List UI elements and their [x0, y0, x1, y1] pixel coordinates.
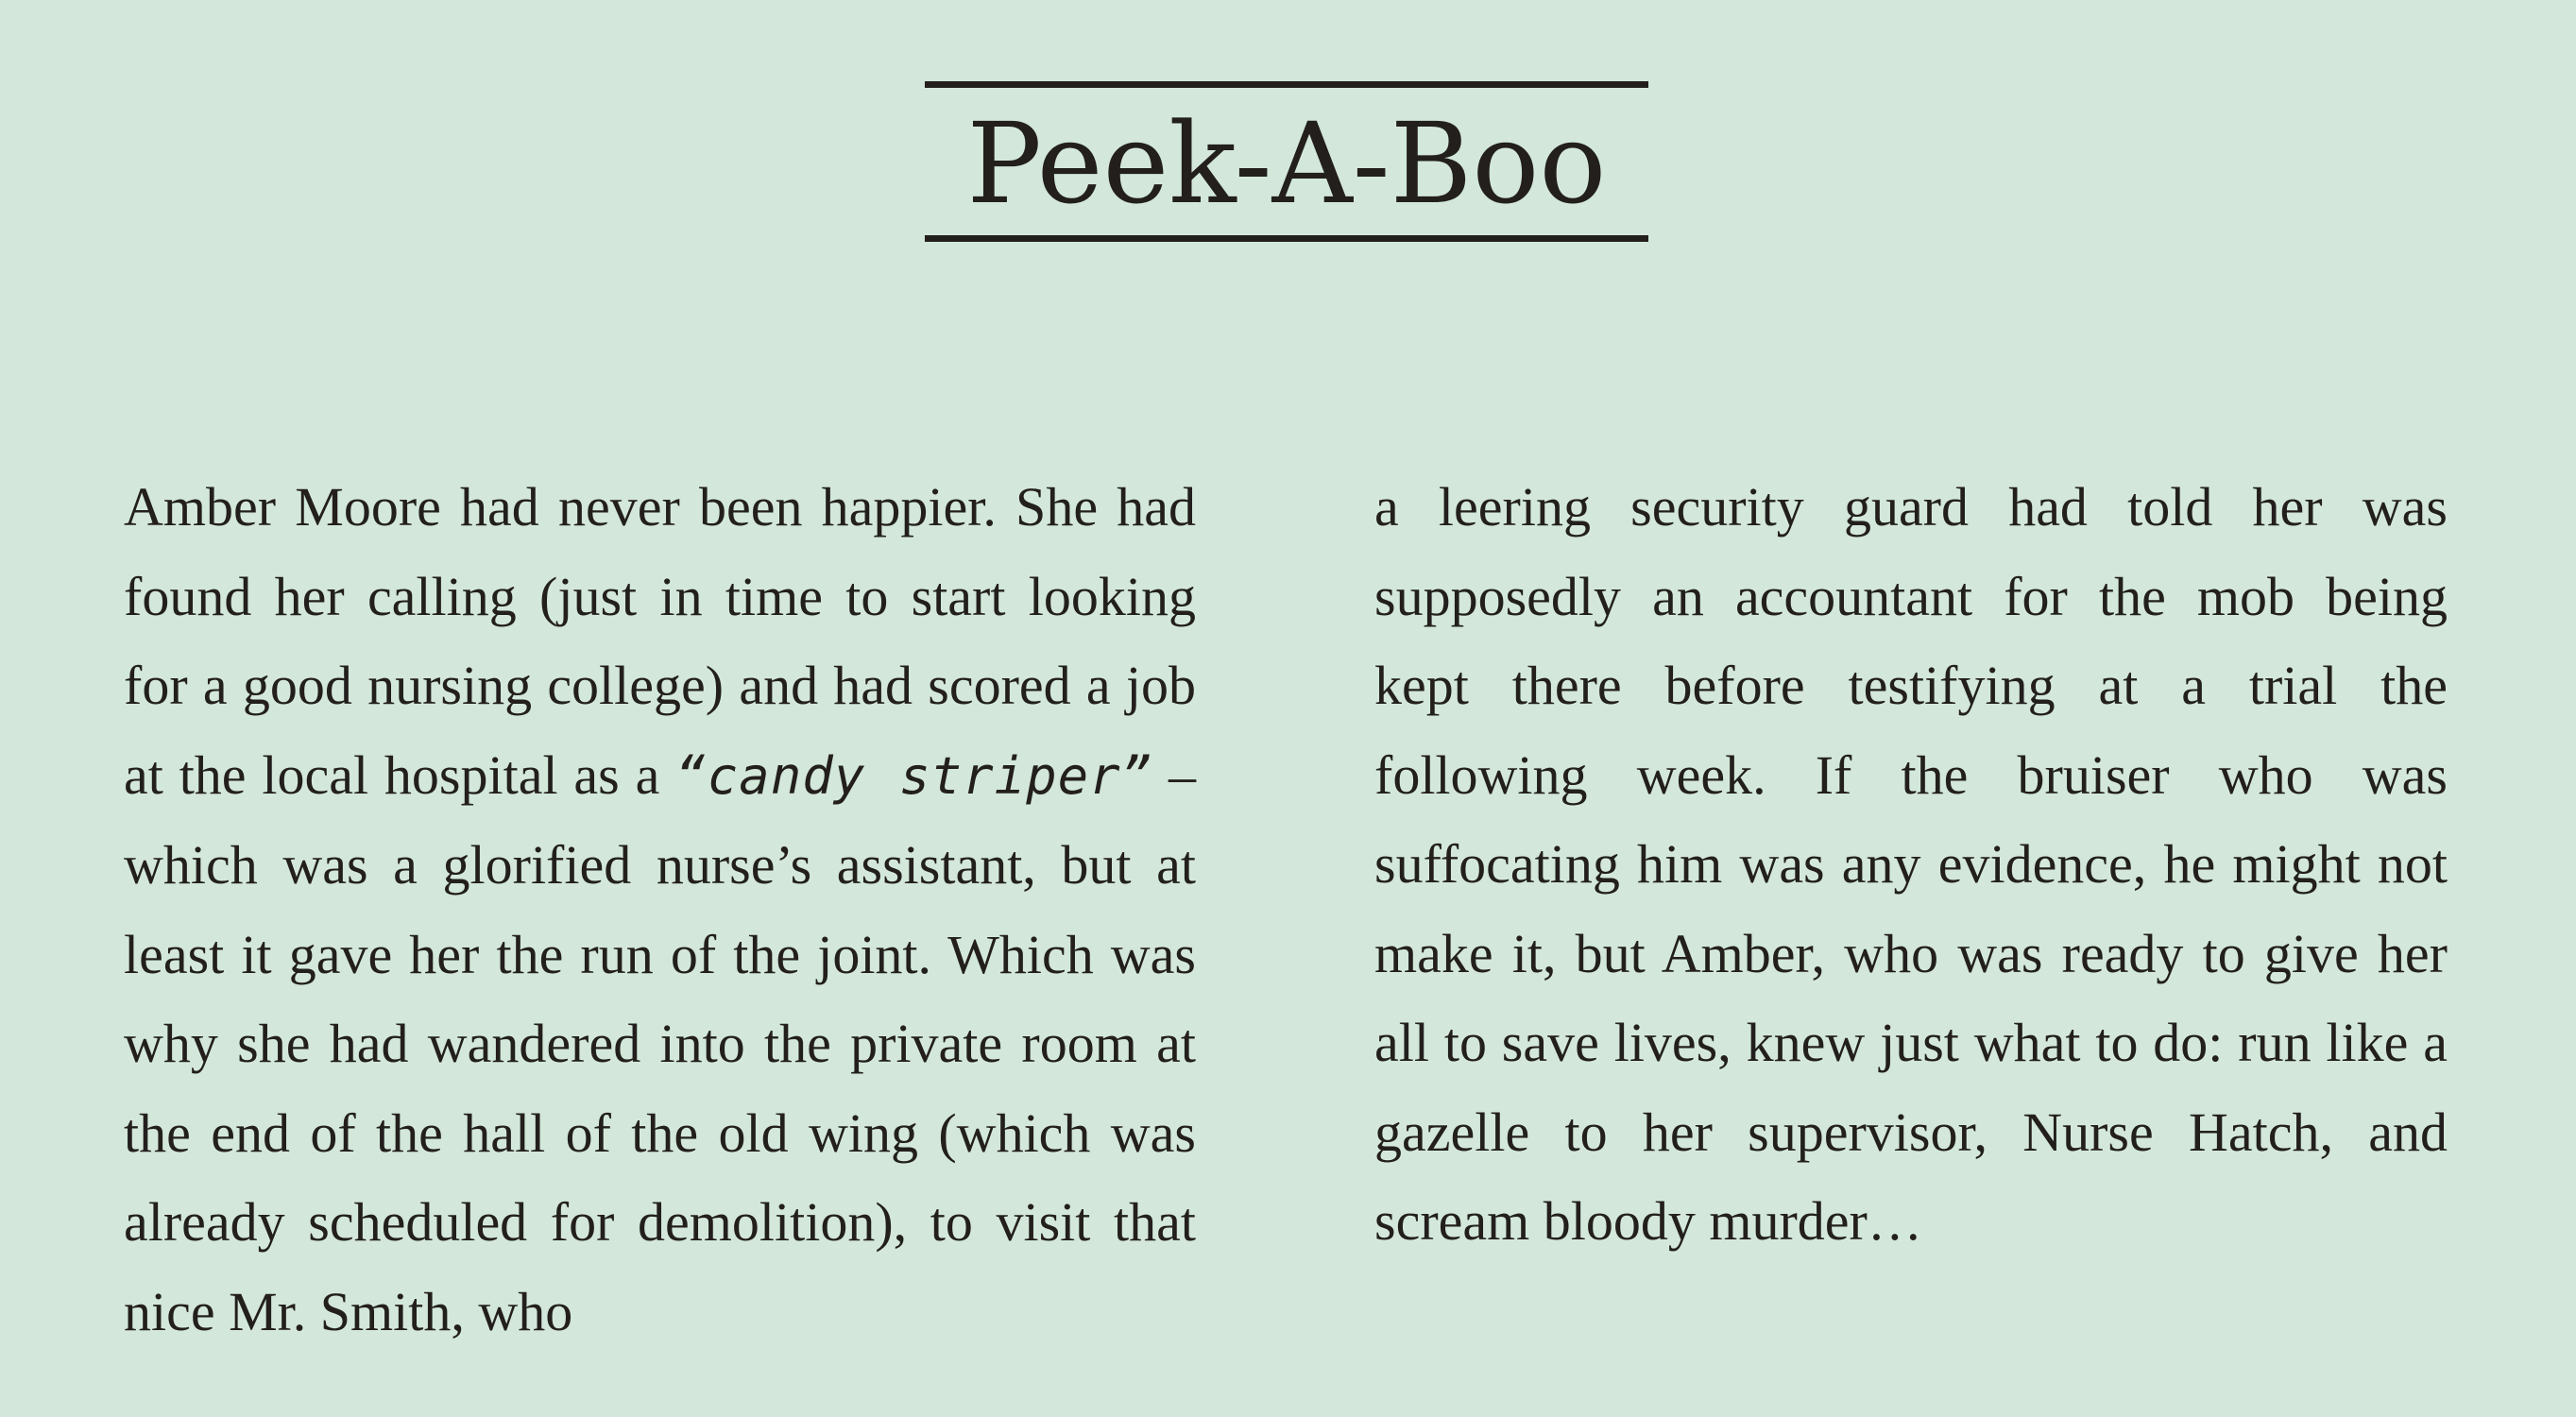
- left-column: [124, 463, 1196, 1357]
- left-column-paragraph: [124, 463, 1196, 1357]
- left-text-before: Amber Moore had never been happier. She had found her calling (just in time to start looking for a good nursing college) and had scored a job at the local hospital as a: [124, 476, 1196, 806]
- handwritten-phrase: “candy striper”: [675, 745, 1153, 806]
- left-text-after: – which was a glorified nurse’s assistant, but at least it gave her the run of the joint. Which was why she had wandered into the private room at the end of the hall of the old wing (which was already scheduled for demolition), to visit that nice Mr. Smith, who: [124, 743, 1196, 1342]
- story-title: Peek-A-Boo: [966, 98, 1607, 229]
- title-banner: [925, 81, 1648, 242]
- right-column-paragraph: a leering security guard had told her was supposedly an accountant for the mob being kept there before testifying at a trial the following week. If the bruiser who was suffocating him was any evidence, he might not make it, but Amber, who was ready to give her all to save lives, knew just what to do: run like a gazelle to her supervisor, Nurse Hatch, and scream bloody murder…: [1374, 476, 2448, 1252]
- right-column: [1374, 463, 2448, 1267]
